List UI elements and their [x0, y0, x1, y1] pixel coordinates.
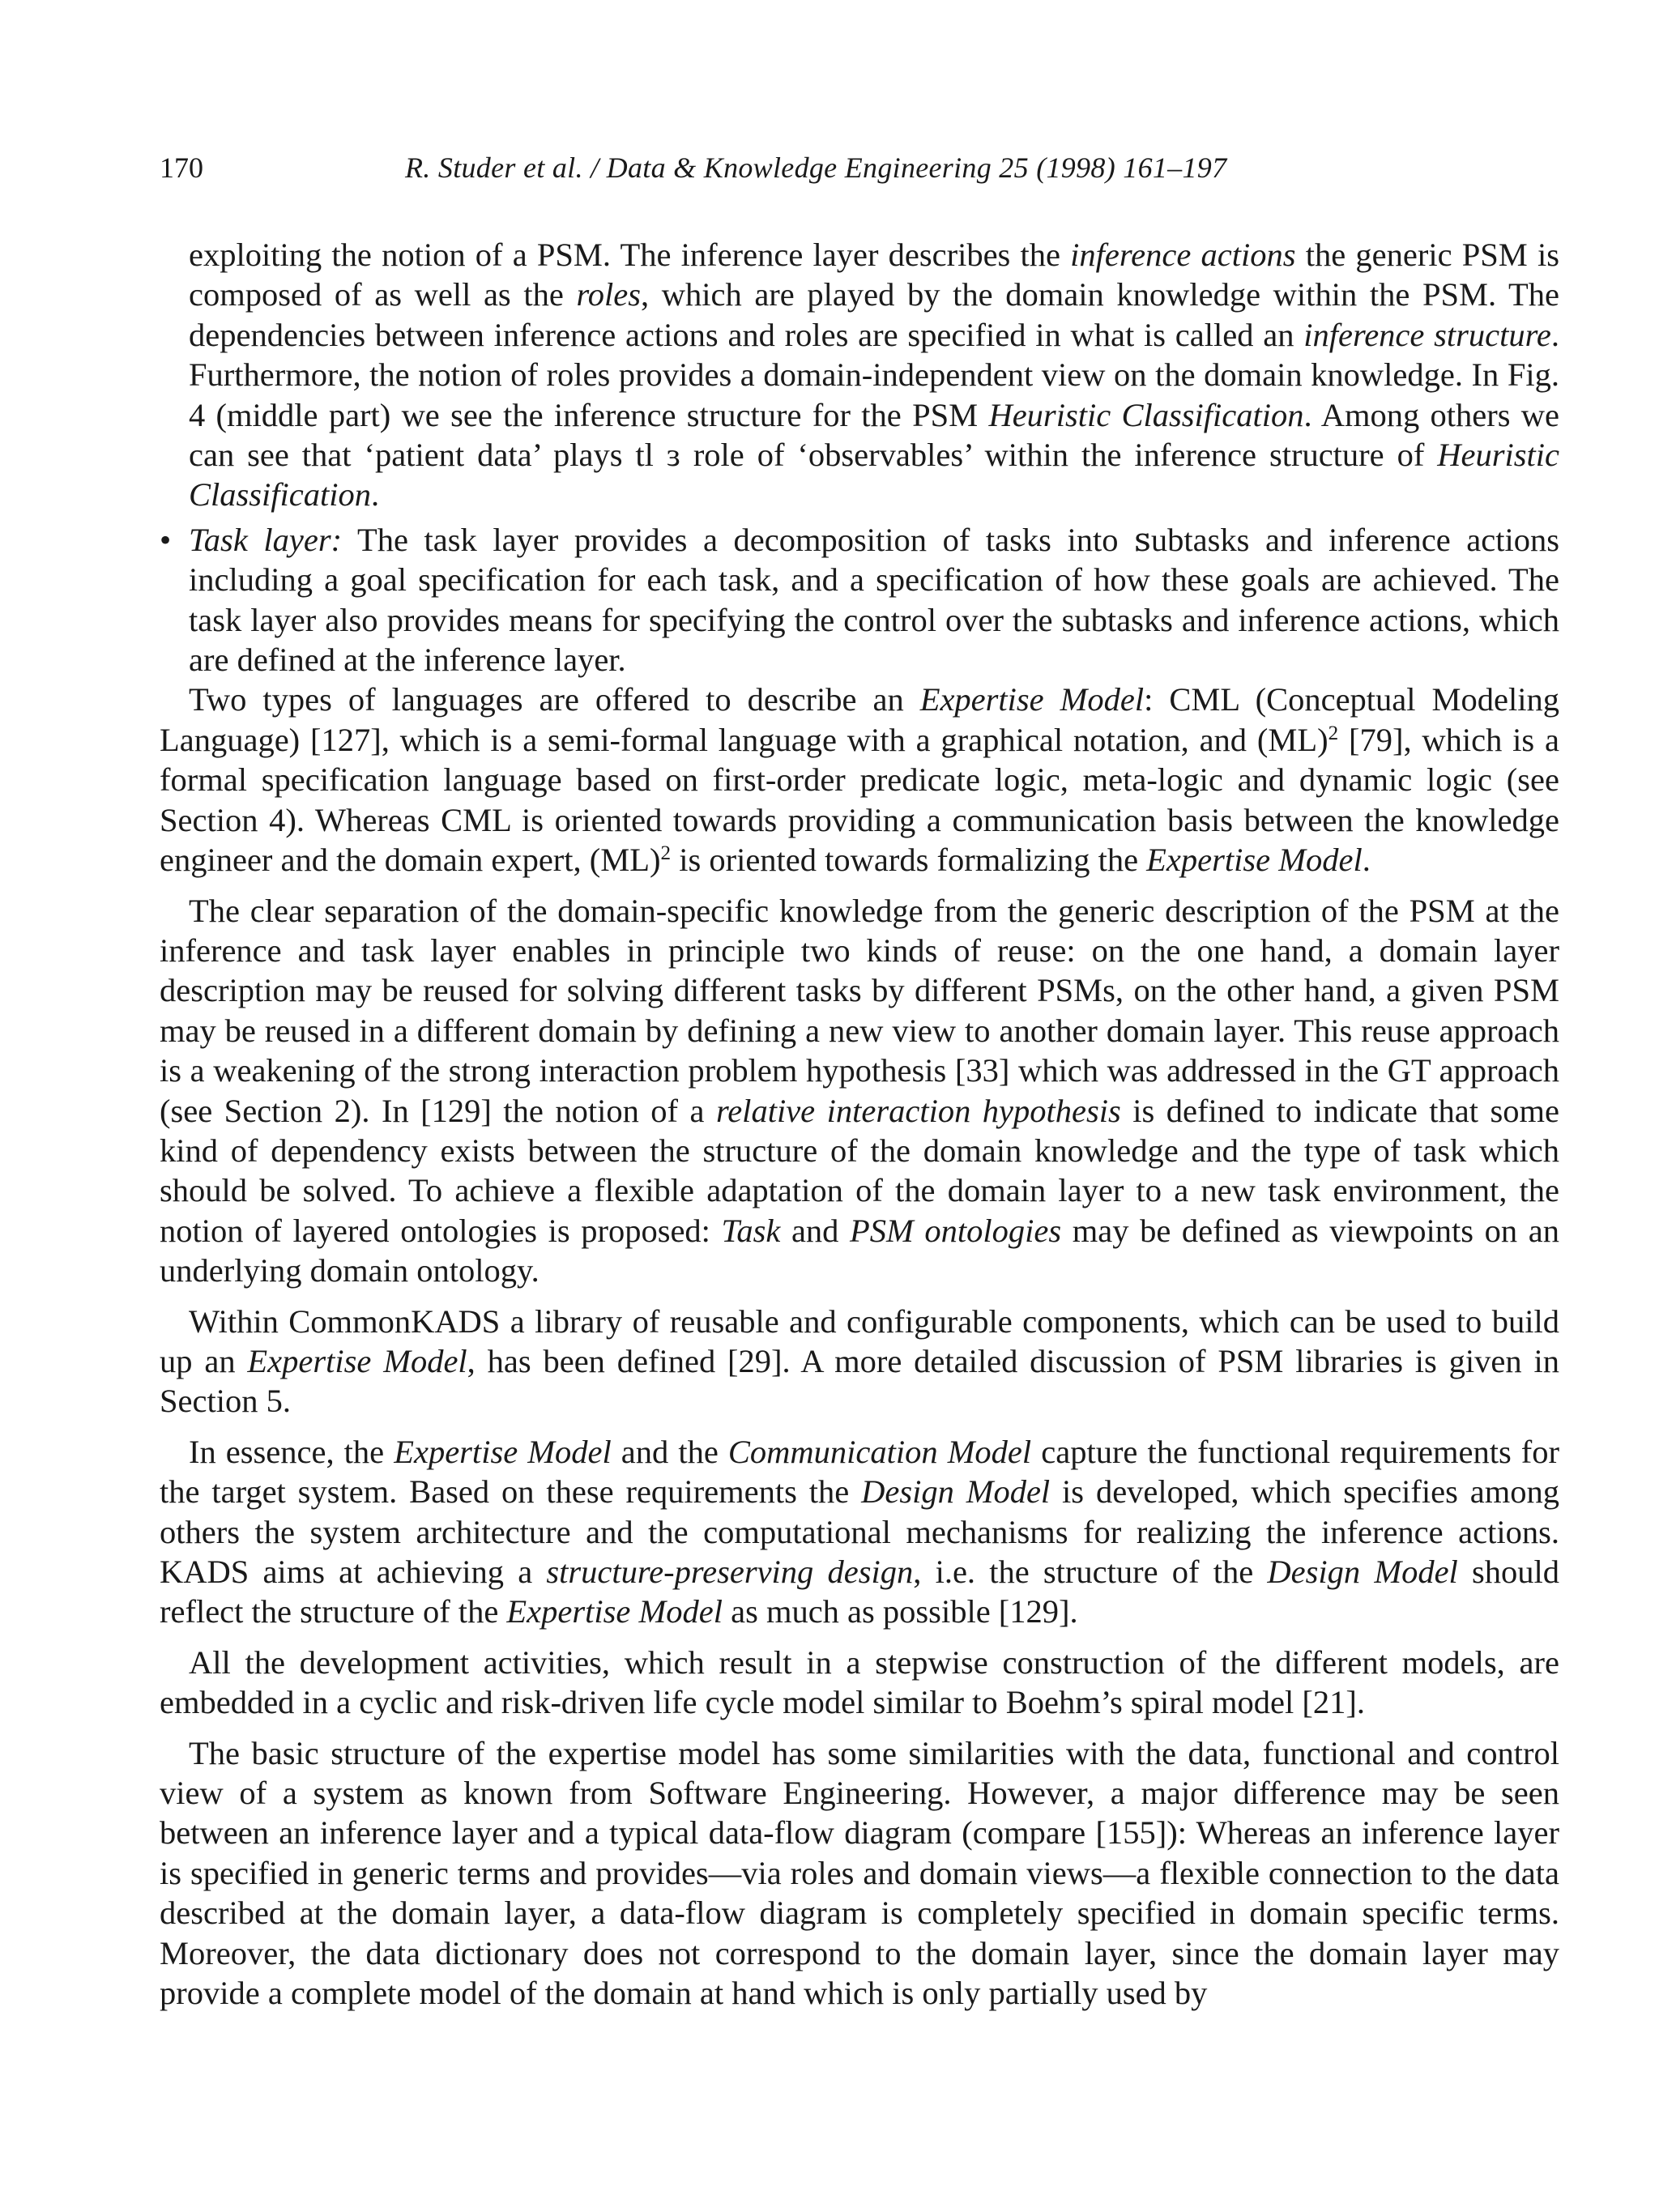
text-run: In essence, the — [189, 1433, 394, 1470]
term-communication-model: Communication Model — [727, 1433, 1032, 1470]
term-task: Task — [721, 1212, 781, 1249]
running-head: R. Studer et al. / Data & Knowledge Engineering 25 (1998) 161–197 — [405, 151, 1227, 184]
text-run: . Among others we can see that ‘patient data’ plays tl ɜ role of ‘observables’ within the inference structure of — [189, 396, 1559, 474]
superscript: 2 — [660, 842, 672, 865]
text-run: , has been defined [29]. A more detailed discussion of PSM libraries is given in Section 5. — [160, 1342, 1559, 1420]
text-run: Two types of languages are offered to describe an — [189, 681, 920, 718]
text-run: the generic PSM is composed of as well as the — [189, 237, 1560, 313]
text-run: [79], which is a formal specification language based on first-order predicate logic, meta-logic and dynamic logic (see Section 4). Whereas CML is oriented towards providing a communication basis between the knowledge engineer and the domain expert, (ML) — [160, 721, 1559, 879]
paragraph-languages — [160, 680, 1559, 880]
paragraph-reuse — [160, 891, 1559, 1291]
task-layer-label: Task layer: — [189, 521, 343, 558]
text-run: All the development activities, which result in a stepwise construction of the different models, are embedded in a cyclic and risk-driven life cycle model similar to Boehm’s spiral model [21]. — [160, 1643, 1559, 1721]
paragraph-life-cycle — [160, 1643, 1559, 1723]
paragraph-software-engineering — [160, 1733, 1559, 2014]
text-run: . Furthermore, the notion of roles provides a domain-independent view on the domain knowledge. In Fig. 4 (middle part) we see the inference structure for the PSM — [189, 316, 1560, 433]
term-psm-ontologies: PSM ontologies — [850, 1212, 1062, 1249]
text-run: Within CommonKADS a library of reusable and configurable components, which can be used to build up an — [160, 1302, 1559, 1379]
term-heuristic-classification: Heuristic Classification — [988, 396, 1304, 433]
term-structure-preserving-design: structure-preserving design — [546, 1554, 914, 1590]
inference-layer-continuation — [189, 235, 1559, 515]
page-header — [0, 151, 1659, 191]
term-relative-interaction-hypothesis: relative interaction hypothesis — [715, 1092, 1121, 1129]
text-run: . — [371, 476, 380, 514]
text-run: The basic structure of the expertise model has some similarities with the data, functional and control view of a system as known from Software Engineering. However, a major difference may be seen between an inference layer and a typical data-flow diagram (compare [155]): Whereas an inference layer is specified in generic terms and provides—via roles and domain views—a flexible connection to the data described at the domain layer, a data-flow diagram is completely specified in domain specific terms. Moreover, the data dictionary does not correspond to the domain layer, since the domain layer may provide a complete model of the domain at hand which is only partially used by — [160, 1734, 1559, 2012]
text-run: as much as possible [129]. — [722, 1593, 1078, 1630]
term-inference-actions: inference actions — [1070, 237, 1296, 273]
text-run: , which are played by the domain knowledge within the PSM. The dependencies between inference actions and roles are specified in what is called an — [189, 276, 1559, 353]
superscript: 2 — [1328, 722, 1339, 745]
term-expertise-model: Expertise Model — [919, 681, 1145, 718]
term-expertise-model: Expertise Model — [506, 1593, 723, 1630]
text-run: is oriented towards formalizing the — [671, 842, 1147, 879]
term-expertise-model: Expertise Model — [394, 1433, 612, 1470]
body-text — [160, 235, 1559, 2013]
paragraph-commonkads-library — [160, 1302, 1559, 1421]
text-run: and — [780, 1212, 851, 1249]
text-run: is defined to indicate that some kind of dependency exists between the structure of the domain knowledge and the type of task which should be solved. To achieve a flexible adaptation of the domain layer to a new task environment, the notion of layered ontologies is proposed: — [160, 1092, 1559, 1249]
text-run: capture the functional requirements for the target system. Based on these requirements the — [160, 1433, 1559, 1511]
term-roles: roles — [576, 276, 641, 313]
text-run: exploiting the notion of a PSM. The inference layer describes the — [189, 237, 1071, 273]
term-design-model: Design Model — [1267, 1554, 1458, 1590]
text-run: : CML (Conceptual Modeling Language) [127], which is a semi-formal language with a graphical notation, and (ML) — [160, 681, 1559, 758]
text-run: should reflect the structure of the — [160, 1554, 1560, 1630]
term-design-model: Design Model — [861, 1473, 1051, 1511]
term-heuristic-classification: Heuristic Classification — [189, 437, 1559, 514]
term-expertise-model: Expertise Model — [247, 1342, 467, 1379]
term-inference-structure: inference structure — [1303, 316, 1551, 353]
term-expertise-model: Expertise Model — [1146, 842, 1363, 879]
text-run: . — [1362, 842, 1371, 879]
text-run: The task layer provides a decomposition of tasks into ꜱubtasks and inference actions including a goal specification for each task, and a specification of how these goals are achieved. The task layer also provides means for specifying the control over the subtasks and inference actions, which are defined at the inference layer. — [189, 521, 1559, 679]
text-run: , i.e. the structure of the — [913, 1554, 1268, 1590]
bullet-dot: • — [160, 521, 172, 558]
text-run: The clear separation of the domain-specific knowledge from the generic description of the PSM at the inference and task layer enables in principle two kinds of reuse: on the one hand, a domain layer description may be reused for solving different tasks by different PSMs, on the other hand, a given PSM may be reused in a different domain by defining a new view to another domain layer. This reuse approach is a weakening of the strong interaction problem hypothesis [33] which was addressed in the GT approach (see Section 2). In [129] the notion of a — [160, 892, 1559, 1129]
page-number: 170 — [160, 151, 203, 184]
paragraph-design-model — [160, 1432, 1559, 1632]
text-run: is developed, which specifies among others the system architecture and the computational mechanisms for realizing the inference actions. KADS aims at achieving a — [160, 1473, 1559, 1590]
text-run: may be defined as viewpoints on an underlying domain ontology. — [160, 1212, 1559, 1289]
bullet-task-layer — [160, 520, 1559, 680]
text-run: and the — [611, 1433, 728, 1470]
